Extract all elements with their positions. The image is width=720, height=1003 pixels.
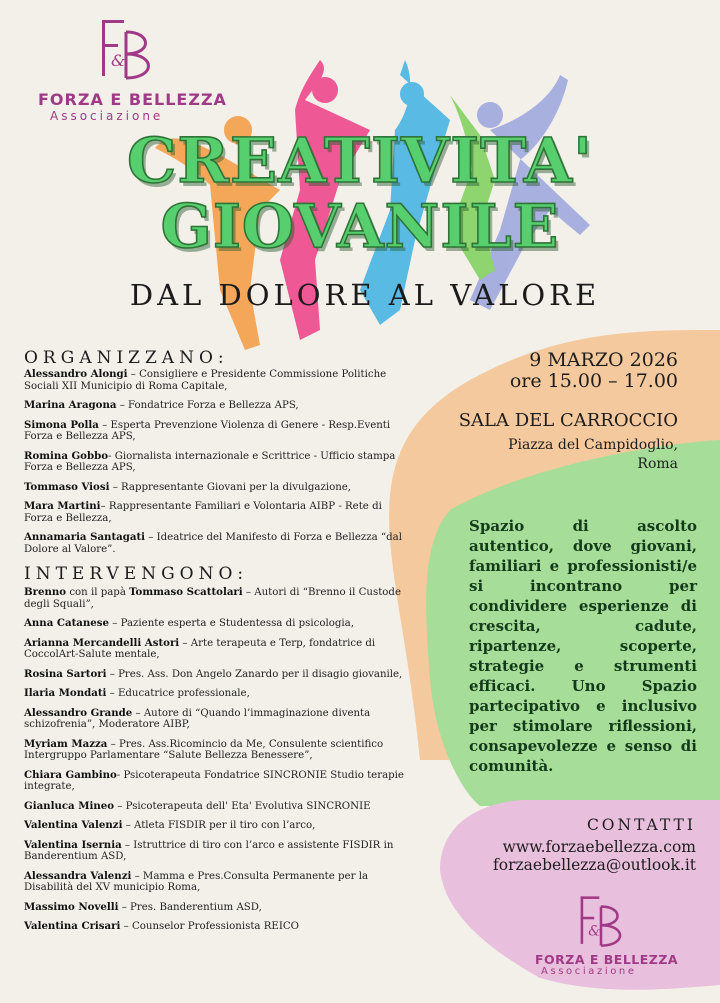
event-datetime — [510, 350, 678, 392]
intervengono-list — [24, 587, 404, 933]
contatti-heading: CONTATTI — [586, 816, 696, 834]
list-item: Brenno con il papà Tommaso Scattolari – Autori di “Brenno il Custode degli Squali”, — [24, 586, 401, 610]
list-item: Ilaria Mondati – Educatrice professionale, — [24, 687, 250, 699]
tagline: DAL DOLORE AL VALORE — [129, 278, 601, 312]
list-item: Marina Aragona – Fondatrice Forza e Bellezza APS, — [24, 399, 299, 411]
svg-text:&: & — [111, 51, 126, 70]
list-item: Romina Gobbo- Giornalista internazionale e Scrittrice - Ufficio stampa Forza e Bellezza APS, — [24, 449, 396, 473]
list-item: Tommaso Viosi – Rappresentante Giovani per la divulgazione, — [24, 480, 352, 493]
logo-name: FORZA E BELLEZZA — [38, 90, 227, 109]
address-line1: Piazza del Campidoglio, — [508, 437, 678, 453]
logo-monogram-icon — [574, 893, 628, 949]
list-item: Anna Catanese – Paziente esperta e Studentessa di psicologia, — [24, 617, 354, 629]
footer-logo-subtitle: Associazione — [541, 966, 637, 977]
address-line2: Roma — [637, 456, 678, 472]
list-item: Alessandro Alongi – Consigliere e Presidente Commissione Politiche Sociali XII Municipio di Roma Capitale, — [24, 368, 387, 392]
footer-logo-name: FORZA E BELLEZZA — [535, 952, 679, 967]
page-title-line1: CREATIVITA' — [127, 124, 593, 197]
website-link[interactable]: www.forzaebellezza.com — [502, 838, 696, 856]
organizzano-heading: ORGANIZZANO: — [24, 348, 229, 368]
organizzano-list — [24, 369, 404, 555]
intervengono-heading: INTERVENGONO: — [24, 564, 249, 584]
logo-monogram-icon — [96, 16, 156, 82]
list-item: Gianluca Mineo – Psicoterapeuta dell' Eta' Evolutiva SINCRONIE — [24, 799, 371, 812]
list-item: Annamaria Santagati – Ideatrice del Manifesto di Forza e Bellezza “dal Dolore al Valore”. — [24, 531, 402, 555]
event-description: Spazio di ascolto autentico, dove giovani, familiari e professionisti/e si incontrano per condividere esperienze di crescita, cadute, ripartenze, scoperte, strategie e strumenti efficaci. Uno Spazio partecipativo e inclusivo per stimolare riflessioni, consapevolezze e senso di comunità. — [469, 517, 697, 775]
list-item: Chiara Gambino- Psicoterapeuta Fondatrice SINCRONIE Studio terapie integrate, — [24, 768, 404, 792]
logo-subtitle: Associazione — [50, 109, 164, 123]
list-item: Mara Martini– Rappresentante Familiari e Volontaria AIBP - Rete di Forza e Bellezza, — [24, 500, 382, 524]
list-item: Simona Polla – Esperta Prevenzione Violenza di Genere - Resp.Eventi Forza e Bellezza APS, — [24, 418, 391, 442]
list-item: Alessandra Valenzi – Mamma e Pres.Consulta Permanente per la Disabilità del XV municipio Roma, — [24, 869, 369, 893]
list-item: Valentina Valenzi – Atleta FISDIR per il tiro con l’arco, — [24, 819, 316, 831]
page-title-line2: GIOVANILE — [160, 192, 560, 262]
event-date: 9 MARZO 2026 — [529, 349, 678, 371]
email-link[interactable]: forzaebellezza@outlook.it — [493, 856, 696, 874]
event-address — [508, 436, 678, 474]
list-item: Myriam Mazza – Pres. Ass.Ricomincio da Me, Consulente scientifico Intergruppo Parlamentare “Salute Bellezza Benessere”, — [24, 737, 384, 761]
event-venue: SALA DEL CARROCCIO — [458, 410, 678, 431]
list-item: Alessandro Grande – Autore di “Quando l’immaginazione diventa schizofrenia”, Moderatore AIBP, — [24, 706, 371, 730]
list-item: Valentina Isernia – Istruttrice di tiro con l’arco e assistente FISDIR in Banderentium ASD, — [24, 838, 394, 862]
list-item: Valentina Crisari – Counselor Professionista REICO — [24, 920, 300, 932]
list-item: Rosina Sartori – Pres. Ass. Don Angelo Zanardo per il disagio giovanile, — [24, 667, 403, 680]
list-item: Arianna Mercandelli Astori – Arte terapeuta e Terp, fondatrice di CoccolArt-Salute mentale, — [24, 636, 376, 660]
event-time: ore 15.00 – 17.00 — [509, 370, 678, 392]
svg-text:&: & — [588, 923, 601, 940]
list-item: Massimo Novelli – Pres. Banderentium ASD, — [24, 900, 262, 913]
